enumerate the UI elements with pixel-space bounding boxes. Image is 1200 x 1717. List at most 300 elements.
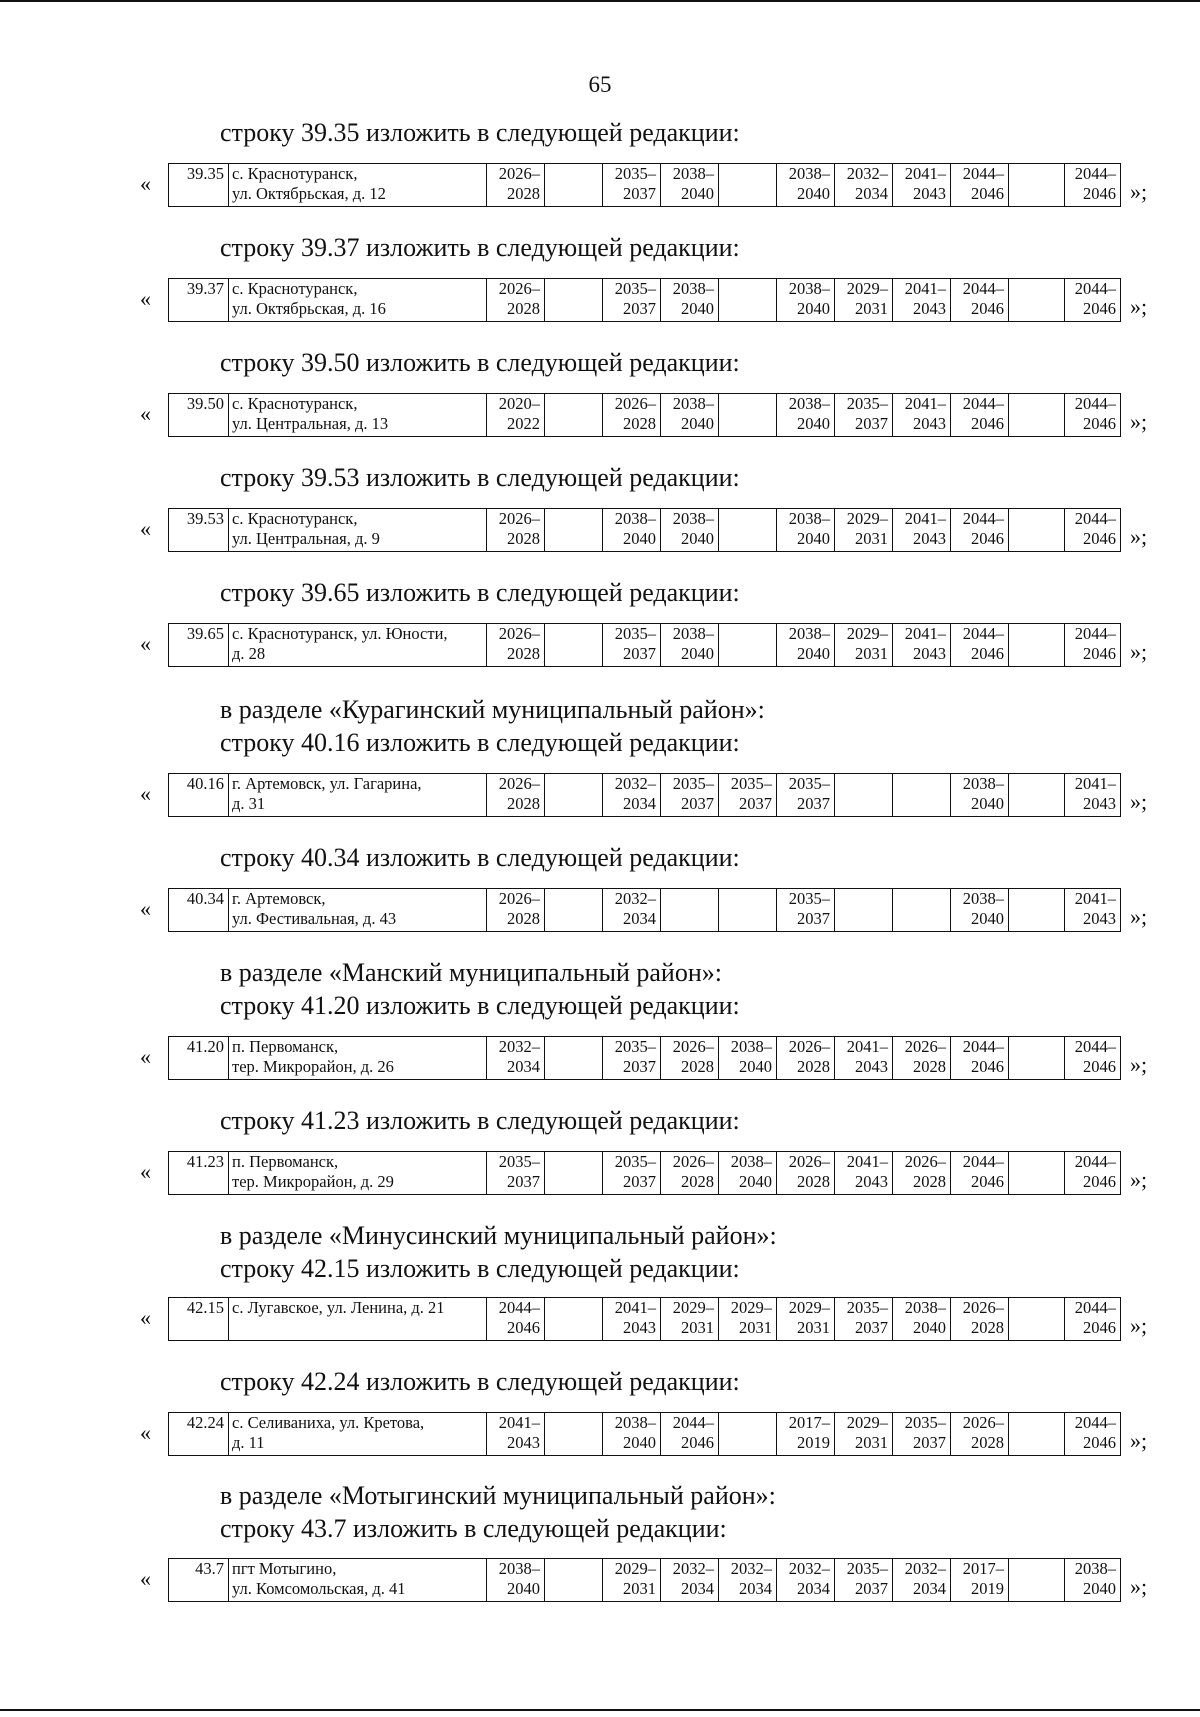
year-end — [722, 184, 772, 204]
year-range-cell — [1065, 279, 1121, 322]
year-range-cell — [719, 1298, 777, 1341]
address-line: п. Первоманск, — [232, 1152, 339, 1171]
close-quote: »; — [1130, 1428, 1148, 1453]
year-start: 2044– — [1074, 279, 1116, 298]
year-range-cell — [661, 1037, 719, 1080]
open-quote: « — [140, 1159, 151, 1184]
year-end: 2040 — [971, 794, 1004, 813]
year-range-cell — [1065, 1298, 1121, 1341]
year-start: 2038– — [614, 1413, 656, 1432]
amendment-table-row — [168, 1558, 1121, 1602]
year-range-cell — [951, 1037, 1009, 1080]
year-range-cell — [777, 624, 835, 667]
year-range-cell — [603, 774, 661, 817]
year-start: 2026– — [672, 1152, 714, 1171]
year-start: 2035– — [846, 1559, 888, 1578]
address-line: г. Артемовск, — [232, 889, 326, 908]
year-range-cell — [1065, 774, 1121, 817]
year-range-cell — [777, 394, 835, 437]
year-start: 2044– — [1074, 1037, 1116, 1056]
year-end — [548, 1579, 598, 1599]
address-line: ул. Комсомольская, д. 41 — [232, 1579, 406, 1598]
year-range-cell — [661, 1152, 719, 1195]
year-end: 2040 — [623, 529, 656, 548]
year-start — [838, 889, 888, 909]
address-line — [232, 1318, 483, 1338]
year-start: 2029– — [846, 624, 888, 643]
address-line: д. 31 — [232, 794, 266, 813]
year-range-cell — [661, 394, 719, 437]
year-end — [548, 414, 598, 434]
year-range-cell — [545, 889, 603, 932]
year-end: 2043 — [855, 1057, 888, 1076]
year-range-cell — [893, 1413, 951, 1456]
year-end: 2028 — [971, 1433, 1004, 1452]
page-number: 65 — [588, 72, 612, 97]
year-range-cell — [545, 1298, 603, 1341]
year-range-cell — [719, 889, 777, 932]
year-range-cell — [835, 1152, 893, 1195]
year-start — [548, 624, 598, 644]
year-end: 2040 — [739, 1057, 772, 1076]
year-end — [548, 644, 598, 664]
address-line: с. Лугавское, ул. Ленина, д. 21 — [232, 1298, 445, 1317]
row-number-cell: 39.37 — [169, 279, 229, 322]
address-line: с. Краснотуранск, — [232, 279, 358, 298]
year-end — [1012, 909, 1060, 929]
address-cell — [229, 1298, 487, 1341]
address-line: с. Селиваниха, ул. Кретова, — [232, 1413, 425, 1432]
year-range-cell — [893, 394, 951, 437]
year-range-cell — [951, 1298, 1009, 1341]
address-line: с. Краснотуранск, ул. Юности, — [232, 624, 448, 643]
year-range-cell — [1065, 889, 1121, 932]
year-end: 2031 — [623, 1579, 656, 1598]
year-end: 2034 — [855, 184, 888, 203]
year-start — [722, 509, 772, 529]
open-quote: « — [140, 171, 151, 196]
year-range-cell — [603, 1037, 661, 1080]
year-end: 2046 — [971, 644, 1004, 663]
year-end — [838, 909, 888, 929]
close-quote: »; — [1130, 904, 1148, 929]
year-range-cell — [893, 1152, 951, 1195]
year-end: 2037 — [623, 184, 656, 203]
address-line: пгт Мотыгино, — [232, 1559, 337, 1578]
year-start: 2035– — [788, 774, 830, 793]
year-start: 2020– — [498, 394, 540, 413]
year-start — [896, 889, 946, 909]
year-start: 2041– — [904, 394, 946, 413]
year-end: 2043 — [507, 1433, 540, 1452]
year-range-cell — [1009, 1298, 1065, 1341]
year-range-cell — [1065, 1559, 1121, 1602]
year-start: 2029– — [846, 1413, 888, 1432]
year-range-cell — [1009, 394, 1065, 437]
amendment-table-row — [168, 1036, 1121, 1080]
year-range-cell — [661, 1413, 719, 1456]
close-quote: »; — [1130, 1052, 1148, 1077]
year-range-cell — [835, 774, 893, 817]
year-start: 2044– — [1074, 1298, 1116, 1317]
instruction-heading: строку 42.24 изложить в следующей редакции: — [220, 1367, 740, 1396]
year-end — [722, 909, 772, 929]
close-quote: »; — [1130, 789, 1148, 814]
year-range-cell — [545, 394, 603, 437]
year-start: 2035– — [788, 889, 830, 908]
year-range-cell — [893, 509, 951, 552]
year-start: 2038– — [672, 624, 714, 643]
year-start: 2026– — [498, 774, 540, 793]
year-range-cell — [1009, 624, 1065, 667]
year-range-cell — [835, 1559, 893, 1602]
year-range-cell — [603, 1559, 661, 1602]
year-start: 2035– — [846, 1298, 888, 1317]
year-start: 2044– — [1074, 1413, 1116, 1432]
year-start: 2026– — [498, 889, 540, 908]
year-range-cell — [545, 164, 603, 207]
year-end: 2040 — [681, 644, 714, 663]
year-end — [664, 909, 714, 929]
address-line: ул. Фестивальная, д. 43 — [232, 909, 397, 928]
instruction-heading: строку 39.35 изложить в следующей редакции: — [220, 118, 740, 147]
amendment-table-row — [168, 773, 1121, 817]
address-cell — [229, 1413, 487, 1456]
year-end: 2040 — [681, 529, 714, 548]
amendment-table-row — [168, 508, 1121, 552]
year-start — [1012, 1152, 1060, 1172]
instruction-heading: строку 42.15 изложить в следующей редакции: — [220, 1254, 740, 1283]
year-start: 2044– — [498, 1298, 540, 1317]
year-start — [548, 1413, 598, 1433]
year-start — [722, 279, 772, 299]
year-start: 2035– — [730, 774, 772, 793]
year-start: 2041– — [904, 279, 946, 298]
year-range-cell — [487, 509, 545, 552]
year-start: 2038– — [788, 624, 830, 643]
year-end: 2028 — [507, 644, 540, 663]
open-quote: « — [140, 896, 151, 921]
year-start — [548, 279, 598, 299]
year-range-cell — [1065, 394, 1121, 437]
row-number-cell: 42.15 — [169, 1298, 229, 1341]
address-line: ул. Октябрьская, д. 12 — [232, 184, 386, 203]
year-end: 2043 — [913, 414, 946, 433]
year-end — [1012, 1318, 1060, 1338]
year-end: 2034 — [623, 794, 656, 813]
row-number-cell: 40.34 — [169, 889, 229, 932]
year-end — [722, 1433, 772, 1453]
year-end: 2043 — [1083, 794, 1116, 813]
year-start — [1012, 279, 1060, 299]
year-end: 2028 — [623, 414, 656, 433]
year-end: 2046 — [971, 299, 1004, 318]
close-quote: »; — [1130, 1574, 1148, 1599]
year-start: 2044– — [962, 1152, 1004, 1171]
address-cell — [229, 1037, 487, 1080]
year-start: 2041– — [904, 164, 946, 183]
year-end: 2046 — [1083, 644, 1116, 663]
year-start — [548, 889, 598, 909]
year-start: 2026– — [498, 279, 540, 298]
year-end: 2034 — [913, 1579, 946, 1598]
instruction-heading: строку 39.53 изложить в следующей редакции: — [220, 463, 740, 492]
year-start: 2032– — [904, 1559, 946, 1578]
year-end: 2028 — [681, 1057, 714, 1076]
year-start: 2026– — [788, 1152, 830, 1171]
year-end: 2043 — [913, 644, 946, 663]
year-start: 2041– — [846, 1037, 888, 1056]
year-end: 2034 — [797, 1579, 830, 1598]
instruction-heading: в разделе «Мотыгинский муниципальный район»: — [220, 1481, 776, 1510]
year-range-cell — [1009, 279, 1065, 322]
year-end — [896, 794, 946, 814]
address-line: ул. Октябрьская, д. 16 — [232, 299, 386, 318]
year-end: 2046 — [1083, 1057, 1116, 1076]
year-end: 2040 — [681, 299, 714, 318]
row-number-cell: 40.16 — [169, 774, 229, 817]
year-start: 2038– — [730, 1152, 772, 1171]
year-start: 2035– — [614, 1152, 656, 1171]
open-quote: « — [140, 1044, 151, 1069]
address-line: д. 28 — [232, 644, 266, 663]
year-end: 2040 — [797, 644, 830, 663]
year-range-cell — [1065, 1413, 1121, 1456]
year-start: 2035– — [498, 1152, 540, 1171]
year-end: 2040 — [797, 184, 830, 203]
year-end — [548, 1433, 598, 1453]
year-range-cell — [545, 774, 603, 817]
year-range-cell — [603, 889, 661, 932]
year-start: 2029– — [730, 1298, 772, 1317]
open-quote: « — [140, 1420, 151, 1445]
year-start: 2044– — [1074, 394, 1116, 413]
year-end: 2034 — [739, 1579, 772, 1598]
year-end: 2046 — [1083, 1433, 1116, 1452]
year-range-cell — [487, 1413, 545, 1456]
year-end: 2043 — [1083, 909, 1116, 928]
instruction-heading: строку 41.23 изложить в следующей редакции: — [220, 1106, 740, 1135]
year-range-cell — [893, 624, 951, 667]
address-cell — [229, 889, 487, 932]
scan-bottom-line — [0, 1709, 1200, 1711]
year-range-cell — [603, 279, 661, 322]
year-start — [722, 164, 772, 184]
year-range-cell — [719, 509, 777, 552]
year-end: 2043 — [913, 184, 946, 203]
year-range-cell — [951, 279, 1009, 322]
year-start: 2038– — [730, 1037, 772, 1056]
year-end: 2046 — [1083, 414, 1116, 433]
year-start: 2044– — [962, 164, 1004, 183]
year-range-cell — [603, 1298, 661, 1341]
row-number-cell: 41.20 — [169, 1037, 229, 1080]
year-end: 2040 — [797, 529, 830, 548]
year-start: 2038– — [672, 164, 714, 183]
address-cell — [229, 164, 487, 207]
year-range-cell — [835, 164, 893, 207]
year-range-cell — [951, 624, 1009, 667]
year-start: 2038– — [788, 394, 830, 413]
open-quote: « — [140, 286, 151, 311]
year-end — [1012, 644, 1060, 664]
year-range-cell — [835, 624, 893, 667]
year-start — [722, 1413, 772, 1433]
year-end: 2046 — [971, 529, 1004, 548]
year-end: 2028 — [797, 1057, 830, 1076]
year-range-cell — [951, 889, 1009, 932]
year-start: 2026– — [904, 1152, 946, 1171]
row-number-cell: 39.65 — [169, 624, 229, 667]
year-end: 2040 — [681, 184, 714, 203]
year-start: 2029– — [672, 1298, 714, 1317]
year-start: 2038– — [614, 509, 656, 528]
amendment-table-row — [168, 393, 1121, 437]
year-range-cell — [893, 1298, 951, 1341]
year-range-cell — [893, 164, 951, 207]
year-start — [548, 394, 598, 414]
year-start: 2044– — [1074, 509, 1116, 528]
year-range-cell — [777, 1413, 835, 1456]
year-range-cell — [603, 164, 661, 207]
year-range-cell — [719, 279, 777, 322]
year-range-cell — [545, 1152, 603, 1195]
amendment-table-row — [168, 1297, 1121, 1341]
year-range-cell — [777, 1298, 835, 1341]
year-end — [548, 529, 598, 549]
close-quote: »; — [1130, 179, 1148, 204]
year-end — [838, 794, 888, 814]
year-start: 2029– — [614, 1559, 656, 1578]
year-start: 2038– — [962, 889, 1004, 908]
year-start: 2035– — [614, 279, 656, 298]
year-start: 2026– — [498, 164, 540, 183]
year-start: 2044– — [672, 1413, 714, 1432]
year-start — [1012, 1413, 1060, 1433]
year-end: 2040 — [623, 1433, 656, 1452]
year-end: 2046 — [681, 1433, 714, 1452]
year-start — [1012, 1037, 1060, 1057]
year-end: 2031 — [681, 1318, 714, 1337]
year-start: 2038– — [962, 774, 1004, 793]
year-range-cell — [487, 394, 545, 437]
year-start: 2032– — [846, 164, 888, 183]
year-start: 2026– — [788, 1037, 830, 1056]
year-range-cell — [719, 1559, 777, 1602]
year-start: 2035– — [672, 774, 714, 793]
year-end: 2040 — [681, 414, 714, 433]
row-number-cell: 41.23 — [169, 1152, 229, 1195]
year-range-cell — [603, 509, 661, 552]
year-range-cell — [603, 1413, 661, 1456]
year-end — [722, 414, 772, 434]
year-range-cell — [1009, 164, 1065, 207]
amendment-table-row — [168, 1151, 1121, 1195]
row-number-cell: 43.7 — [169, 1559, 229, 1602]
year-end: 2031 — [855, 299, 888, 318]
year-range-cell — [893, 889, 951, 932]
year-end: 2028 — [797, 1172, 830, 1191]
year-start: 2041– — [904, 624, 946, 643]
year-range-cell — [487, 1152, 545, 1195]
year-end: 2028 — [507, 909, 540, 928]
year-end — [896, 909, 946, 929]
year-start: 2038– — [788, 279, 830, 298]
year-start — [1012, 889, 1060, 909]
year-end: 2046 — [1083, 1172, 1116, 1191]
year-end — [1012, 1057, 1060, 1077]
year-end: 2028 — [507, 184, 540, 203]
year-range-cell — [1009, 889, 1065, 932]
year-range-cell — [951, 774, 1009, 817]
year-end: 2037 — [739, 794, 772, 813]
year-range-cell — [951, 509, 1009, 552]
year-start — [548, 1298, 598, 1318]
year-end: 2037 — [855, 414, 888, 433]
year-range-cell — [893, 774, 951, 817]
year-range-cell — [1009, 774, 1065, 817]
year-range-cell — [487, 279, 545, 322]
year-range-cell — [893, 279, 951, 322]
year-start — [722, 889, 772, 909]
row-number-cell: 42.24 — [169, 1413, 229, 1456]
year-start — [1012, 1559, 1060, 1579]
open-quote: « — [140, 1566, 151, 1591]
year-end: 2031 — [739, 1318, 772, 1337]
year-range-cell — [1065, 1037, 1121, 1080]
year-end: 2046 — [971, 1172, 1004, 1191]
year-end: 2040 — [739, 1172, 772, 1191]
year-range-cell — [951, 1152, 1009, 1195]
year-end: 2028 — [913, 1172, 946, 1191]
instruction-heading: строку 40.34 изложить в следующей редакции: — [220, 843, 740, 872]
year-start — [548, 1152, 598, 1172]
amendment-table-row — [168, 163, 1121, 207]
year-range-cell — [603, 624, 661, 667]
year-range-cell — [545, 624, 603, 667]
year-range-cell — [661, 1298, 719, 1341]
year-end: 2037 — [797, 794, 830, 813]
year-end: 2028 — [507, 299, 540, 318]
year-end: 2046 — [1083, 1318, 1116, 1337]
year-end: 2031 — [797, 1318, 830, 1337]
year-start: 2017– — [788, 1413, 830, 1432]
address-cell — [229, 394, 487, 437]
instruction-heading: в разделе «Минусинский муниципальный район»: — [220, 1221, 777, 1250]
open-quote: « — [140, 781, 151, 806]
address-cell — [229, 509, 487, 552]
year-range-cell — [1009, 1152, 1065, 1195]
year-end: 2028 — [913, 1057, 946, 1076]
year-end — [1012, 1172, 1060, 1192]
year-end: 2037 — [623, 1057, 656, 1076]
year-start — [1012, 394, 1060, 414]
year-start: 2044– — [962, 509, 1004, 528]
year-start: 2041– — [614, 1298, 656, 1317]
year-start: 2038– — [498, 1559, 540, 1578]
amendment-table-row — [168, 623, 1121, 667]
year-start — [1012, 509, 1060, 529]
year-range-cell — [661, 1559, 719, 1602]
year-end: 2022 — [507, 414, 540, 433]
year-range-cell — [661, 164, 719, 207]
open-quote: « — [140, 631, 151, 656]
address-line: п. Первоманск, — [232, 1037, 339, 1056]
year-end: 2046 — [971, 184, 1004, 203]
address-cell — [229, 1559, 487, 1602]
year-end: 2043 — [913, 299, 946, 318]
instruction-heading: в разделе «Манский муниципальный район»: — [220, 958, 722, 987]
